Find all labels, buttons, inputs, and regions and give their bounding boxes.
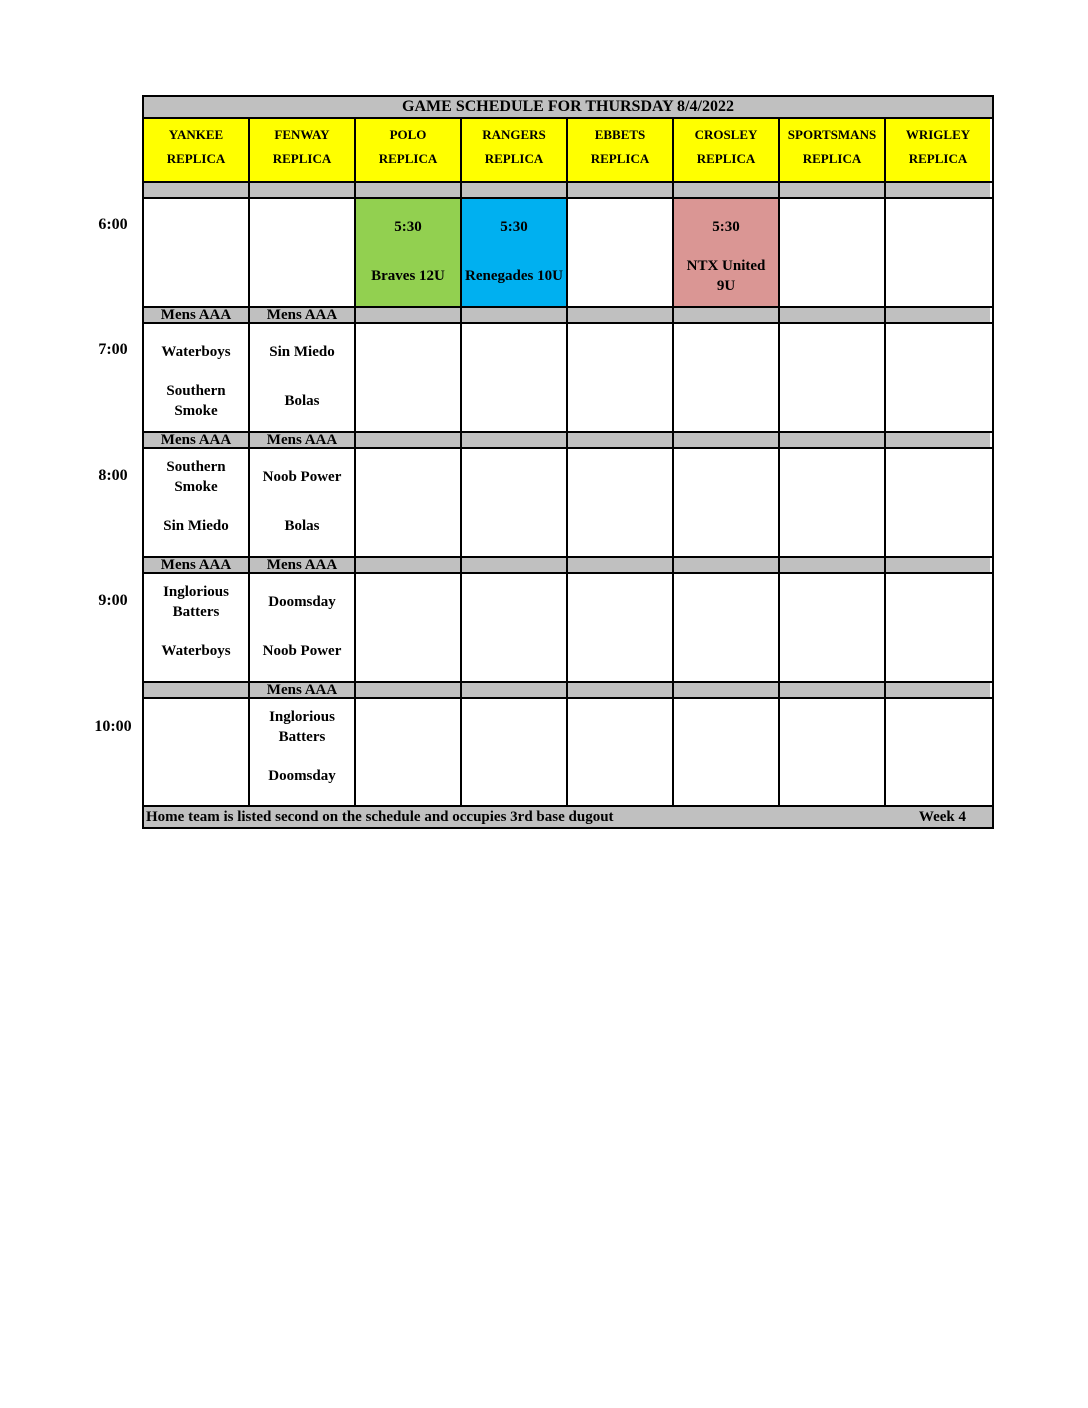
game-second-line xyxy=(358,624,458,678)
game-row xyxy=(144,699,992,807)
game-second-line xyxy=(782,249,882,303)
time-slots xyxy=(144,183,992,807)
game-first-line xyxy=(570,455,670,499)
division-label xyxy=(462,683,568,697)
game-cell xyxy=(250,324,356,431)
game-first-line xyxy=(358,705,458,749)
game-second-line xyxy=(782,374,882,428)
field-subtitle: REPLICA xyxy=(908,151,968,166)
division-label xyxy=(356,183,462,197)
game-first-line xyxy=(464,580,564,624)
time-label: 10:00 xyxy=(94,718,132,735)
game-second-line xyxy=(888,499,988,553)
game-second-line xyxy=(464,374,564,428)
game-first-line: Inglorious Batters xyxy=(269,709,335,745)
game-first-line xyxy=(782,330,882,374)
game-cell xyxy=(144,699,250,805)
game-second-line xyxy=(888,374,988,428)
division-label xyxy=(568,683,674,697)
field-header-5 xyxy=(674,119,780,181)
division-label: Mens AAA xyxy=(250,433,356,447)
field-subtitle: REPLICA xyxy=(484,151,544,166)
field-subtitle: REPLICA xyxy=(166,151,226,166)
division-label xyxy=(356,558,462,572)
game-first-line xyxy=(464,705,564,749)
game-cell xyxy=(462,324,568,431)
game-cell xyxy=(568,449,674,556)
game-first-line xyxy=(464,455,564,499)
game-first-line xyxy=(782,580,882,624)
division-label xyxy=(250,183,356,197)
game-first-line xyxy=(146,705,246,749)
game-first-line xyxy=(358,580,458,624)
game-first-line xyxy=(676,580,776,624)
game-cell xyxy=(462,699,568,805)
game-cell xyxy=(250,199,356,306)
game-first-line xyxy=(782,455,882,499)
game-second-line xyxy=(782,499,882,553)
game-first-line xyxy=(676,330,776,374)
game-cell xyxy=(144,324,250,431)
game-second-line xyxy=(676,749,776,803)
game-first-line xyxy=(888,205,988,249)
game-cell xyxy=(674,574,780,681)
field-header-1 xyxy=(250,119,356,181)
game-cell xyxy=(462,449,568,556)
game-first-line xyxy=(570,580,670,624)
game-first-line xyxy=(464,330,564,374)
game-second-line xyxy=(888,749,988,803)
game-cell xyxy=(144,449,250,556)
week-label: Week 4 xyxy=(918,808,966,825)
game-second-line xyxy=(146,749,246,803)
schedule-table xyxy=(142,95,994,829)
game-second-line xyxy=(358,749,458,803)
game-first-line xyxy=(570,330,670,374)
game-cell xyxy=(250,699,356,805)
division-label: Mens AAA xyxy=(144,308,250,322)
game-first-line: 5:30 xyxy=(500,219,528,235)
game-cell xyxy=(780,699,886,805)
division-label xyxy=(886,558,990,572)
game-cell xyxy=(568,324,674,431)
game-first-line xyxy=(358,330,458,374)
division-row xyxy=(144,183,992,199)
division-label xyxy=(780,308,886,322)
game-cell xyxy=(886,199,990,306)
game-first-line xyxy=(676,705,776,749)
division-label xyxy=(886,308,990,322)
division-label xyxy=(356,308,462,322)
game-cell xyxy=(250,574,356,681)
field-header-4 xyxy=(568,119,674,181)
game-cell xyxy=(568,574,674,681)
game-second-line xyxy=(888,624,988,678)
game-cell xyxy=(674,449,780,556)
game-first-line xyxy=(888,580,988,624)
game-second-line xyxy=(464,499,564,553)
game-second-line xyxy=(676,624,776,678)
game-first-line xyxy=(358,455,458,499)
division-label xyxy=(674,558,780,572)
game-cell xyxy=(674,699,780,805)
division-label xyxy=(462,433,568,447)
game-first-line xyxy=(782,205,882,249)
game-second-line xyxy=(570,249,670,303)
division-label xyxy=(462,558,568,572)
division-label: Mens AAA xyxy=(144,558,250,572)
game-cell xyxy=(780,324,886,431)
game-first-line xyxy=(888,455,988,499)
game-second-line xyxy=(464,624,564,678)
field-header-7 xyxy=(886,119,990,181)
game-first-line xyxy=(888,330,988,374)
game-second-line: Waterboys xyxy=(161,643,231,659)
game-cell xyxy=(674,199,780,306)
time-label: 7:00 xyxy=(98,341,128,358)
field-name: YANKEE xyxy=(168,127,224,142)
game-first-line xyxy=(570,205,670,249)
field-subtitle: REPLICA xyxy=(590,151,650,166)
game-cell xyxy=(886,699,990,805)
division-row xyxy=(144,308,992,324)
game-second-line: Bolas xyxy=(284,393,320,409)
game-first-line xyxy=(782,705,882,749)
game-second-line xyxy=(782,624,882,678)
field-name: POLO xyxy=(389,127,427,142)
schedule-footer xyxy=(144,807,992,827)
division-label xyxy=(144,183,250,197)
division-label: Mens AAA xyxy=(250,558,356,572)
game-row xyxy=(144,324,992,433)
game-second-line: Doomsday xyxy=(268,768,336,784)
game-cell xyxy=(568,199,674,306)
game-cell xyxy=(356,449,462,556)
time-label: 8:00 xyxy=(98,467,128,484)
field-name: EBBETS xyxy=(594,127,646,142)
game-first-line xyxy=(570,705,670,749)
game-second-line: Renegades 10U xyxy=(465,268,563,284)
field-subtitle: REPLICA xyxy=(272,151,332,166)
footer-note: Home team is listed second on the schedule and occupies 3rd base dugout xyxy=(146,808,614,825)
division-label xyxy=(462,308,568,322)
game-cell xyxy=(462,199,568,306)
game-second-line xyxy=(676,499,776,553)
field-name: SPORTSMANS xyxy=(787,127,877,142)
division-label xyxy=(886,683,990,697)
field-header-6 xyxy=(780,119,886,181)
game-cell xyxy=(568,699,674,805)
game-second-line: Southern Smoke xyxy=(166,383,226,419)
game-second-line xyxy=(676,374,776,428)
game-second-line: Braves 12U xyxy=(371,268,445,284)
game-first-line: 5:30 xyxy=(712,219,740,235)
field-subtitle: REPLICA xyxy=(378,151,438,166)
game-first-line xyxy=(888,705,988,749)
game-second-line xyxy=(464,749,564,803)
game-cell xyxy=(144,574,250,681)
game-second-line xyxy=(782,749,882,803)
game-second-line xyxy=(358,374,458,428)
division-label xyxy=(780,683,886,697)
game-first-line: Doomsday xyxy=(268,594,336,610)
schedule-title xyxy=(144,97,992,119)
schedule-title-text: GAME SCHEDULE FOR THURSDAY 8/4/2022 xyxy=(402,98,734,115)
game-row xyxy=(144,449,992,558)
field-header-row xyxy=(144,119,992,183)
game-cell xyxy=(780,449,886,556)
game-cell xyxy=(674,324,780,431)
division-label xyxy=(568,308,674,322)
division-label xyxy=(780,183,886,197)
field-name: RANGERS xyxy=(482,127,546,142)
game-first-line xyxy=(146,205,246,249)
game-second-line xyxy=(358,499,458,553)
game-cell xyxy=(250,449,356,556)
game-first-line: Inglorious Batters xyxy=(163,584,229,620)
division-label xyxy=(356,683,462,697)
division-label xyxy=(568,558,674,572)
game-cell xyxy=(462,574,568,681)
time-label: 6:00 xyxy=(98,216,128,233)
game-second-line: Sin Miedo xyxy=(163,518,229,534)
game-second-line xyxy=(252,249,352,303)
field-name: FENWAY xyxy=(274,127,330,142)
game-row xyxy=(144,199,992,308)
game-first-line: 5:30 xyxy=(394,219,422,235)
game-cell xyxy=(356,574,462,681)
field-header-3 xyxy=(462,119,568,181)
division-label xyxy=(674,433,780,447)
division-label xyxy=(568,183,674,197)
division-label xyxy=(780,558,886,572)
division-label xyxy=(144,683,250,697)
game-second-line: Noob Power xyxy=(262,643,342,659)
game-cell xyxy=(886,449,990,556)
division-label xyxy=(780,433,886,447)
division-label xyxy=(674,183,780,197)
game-second-line xyxy=(570,749,670,803)
division-label xyxy=(462,183,568,197)
division-row xyxy=(144,683,992,699)
game-cell xyxy=(780,199,886,306)
division-row xyxy=(144,558,992,574)
game-cell xyxy=(780,574,886,681)
division-label: Mens AAA xyxy=(144,433,250,447)
field-subtitle: REPLICA xyxy=(696,151,756,166)
division-label xyxy=(674,683,780,697)
game-first-line: Noob Power xyxy=(262,469,342,485)
division-label xyxy=(674,308,780,322)
game-cell xyxy=(356,199,462,306)
game-second-line xyxy=(570,374,670,428)
game-second-line: NTX United 9U xyxy=(686,258,766,294)
game-cell xyxy=(356,699,462,805)
game-cell xyxy=(356,324,462,431)
division-label xyxy=(886,433,990,447)
game-first-line xyxy=(676,455,776,499)
field-header-2 xyxy=(356,119,462,181)
field-header-0 xyxy=(144,119,250,181)
game-second-line xyxy=(888,249,988,303)
game-first-line: Sin Miedo xyxy=(269,344,335,360)
division-label: Mens AAA xyxy=(250,683,356,697)
field-subtitle: REPLICA xyxy=(802,151,862,166)
game-second-line xyxy=(146,249,246,303)
field-name: WRIGLEY xyxy=(905,127,971,142)
game-first-line xyxy=(252,205,352,249)
division-label xyxy=(886,183,990,197)
division-label: Mens AAA xyxy=(250,308,356,322)
division-label xyxy=(568,433,674,447)
field-name: CROSLEY xyxy=(694,127,758,142)
game-second-line xyxy=(570,624,670,678)
game-first-line: Waterboys xyxy=(161,344,231,360)
game-first-line: Southern Smoke xyxy=(166,459,226,495)
game-row xyxy=(144,574,992,683)
game-cell xyxy=(144,199,250,306)
division-row xyxy=(144,433,992,449)
division-label xyxy=(356,433,462,447)
game-second-line xyxy=(570,499,670,553)
game-second-line: Bolas xyxy=(284,518,320,534)
game-cell xyxy=(886,324,990,431)
time-label: 9:00 xyxy=(98,592,128,609)
game-cell xyxy=(886,574,990,681)
